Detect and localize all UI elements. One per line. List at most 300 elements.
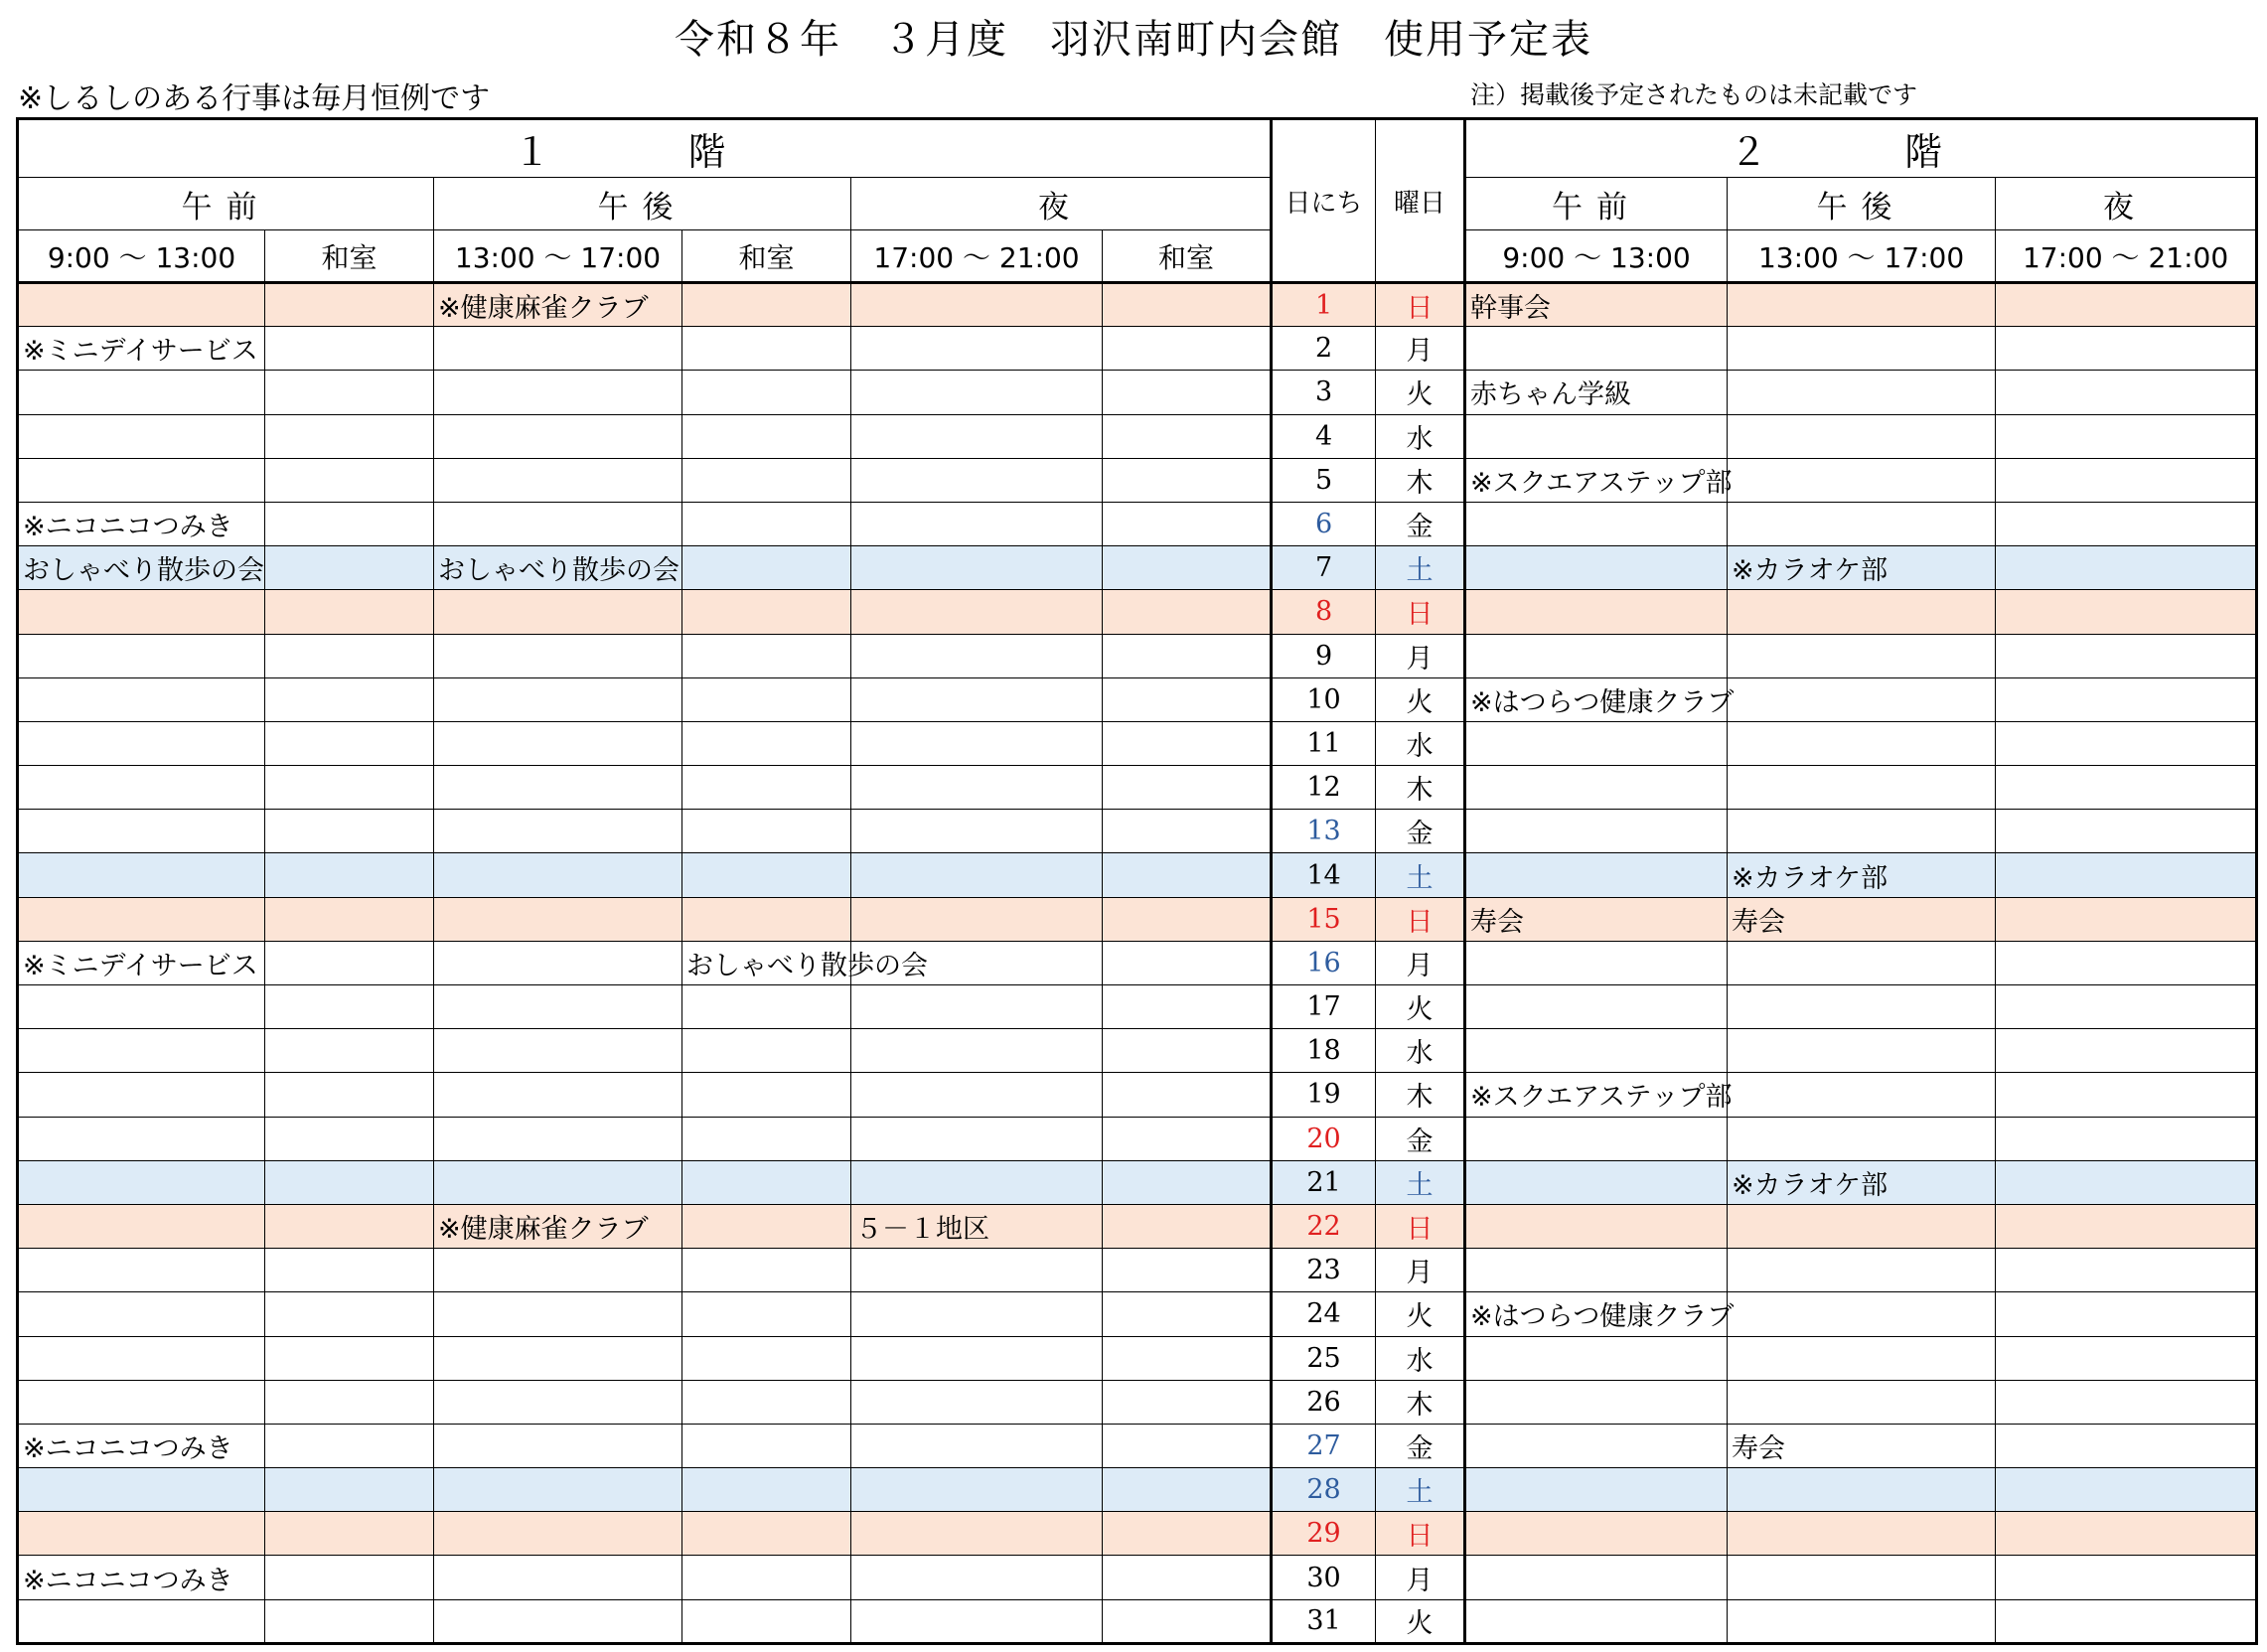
f1-am-washitsu-cell (265, 1380, 434, 1424)
f1-night-washitsu-cell (1103, 634, 1272, 677)
table-row (18, 546, 2257, 590)
f1-am-washitsu-cell (265, 1117, 434, 1160)
weekday: 木 (1376, 766, 1465, 810)
f1-night-washitsu-cell (1103, 371, 1272, 414)
day-number: 21 (1272, 1160, 1376, 1204)
f1-pm-washitsu-cell (682, 634, 851, 677)
f1-pm-cell (434, 985, 682, 1029)
f1-am-cell (18, 1468, 265, 1512)
table-row (18, 1599, 2257, 1643)
f1-pm-washitsu-cell (682, 1380, 851, 1424)
f2-am-cell (1465, 1029, 1728, 1073)
weekday: 月 (1376, 1249, 1465, 1292)
f2-pm-cell: 寿会 (1728, 897, 1996, 941)
day-number: 6 (1272, 502, 1376, 545)
f1-am-cell (18, 897, 265, 941)
f1-pm-cell (434, 766, 682, 810)
f2-am-cell: 赤ちゃん学級 (1465, 371, 1728, 414)
f2-am-cell (1465, 546, 1728, 590)
f2-am-cell (1465, 1204, 1728, 1248)
f2-night-cell (1996, 1292, 2257, 1336)
f2-night-header: 夜 (1996, 178, 2257, 230)
f2-night-cell (1996, 1556, 2257, 1599)
f1-night-washitsu-cell (1103, 1249, 1272, 1292)
f2-night-cell (1996, 1599, 2257, 1643)
f2-am-cell (1465, 941, 1728, 984)
f1-night-washitsu-cell (1103, 1160, 1272, 1204)
f2-pm-cell (1728, 941, 1996, 984)
f2-night-cell (1996, 546, 2257, 590)
f2-pm-cell (1728, 1292, 1996, 1336)
f1-am-washitsu-cell (265, 810, 434, 853)
f1-night-cell (851, 414, 1103, 458)
f2-am-cell (1465, 502, 1728, 545)
f2-am-cell (1465, 1336, 1728, 1380)
f1-night-cell (851, 458, 1103, 502)
f1-pm-cell: おしゃべり散歩の会 (434, 546, 682, 590)
f2-am-cell (1465, 985, 1728, 1029)
f1-night-washitsu-cell (1103, 1468, 1272, 1512)
f2-pm-cell (1728, 810, 1996, 853)
f1-pm-cell (434, 502, 682, 545)
f2-pm-cell (1728, 502, 1996, 545)
f1-night-cell (851, 1073, 1103, 1117)
f1-am-cell (18, 985, 265, 1029)
f1-pm-washitsu-cell (682, 546, 851, 590)
f1-am-cell (18, 766, 265, 810)
f2-night-cell (1996, 1160, 2257, 1204)
f1-night-cell (851, 1468, 1103, 1512)
f2-night-cell (1996, 677, 2257, 721)
table-row (18, 634, 2257, 677)
f1-night-cell (851, 546, 1103, 590)
day-number: 31 (1272, 1599, 1376, 1643)
f1-night-cell (851, 1029, 1103, 1073)
f2-night-cell (1996, 1468, 2257, 1512)
f1-night-washitsu-cell (1103, 1336, 1272, 1380)
f2-am-cell (1465, 1512, 1728, 1556)
f2-pm-cell: ※カラオケ部 (1728, 853, 1996, 897)
f1-night-cell (851, 371, 1103, 414)
table-row (18, 1029, 2257, 1073)
weekday: 水 (1376, 721, 1465, 765)
table-row (18, 327, 2257, 371)
f1-pm-washitsu-cell (682, 766, 851, 810)
table-row (18, 1424, 2257, 1467)
f1-am-washitsu-cell (265, 1073, 434, 1117)
f1-am-washitsu-cell (265, 1292, 434, 1336)
f2-pm-cell (1728, 1468, 1996, 1512)
table-row (18, 1556, 2257, 1599)
f1-pm-washitsu-cell (682, 853, 851, 897)
table-row (18, 941, 2257, 984)
f1-night-cell (851, 985, 1103, 1029)
table-row (18, 721, 2257, 765)
f1-night-washitsu-cell (1103, 1556, 1272, 1599)
f1-pm-washitsu-cell (682, 677, 851, 721)
f1-pm-washitsu-cell (682, 1073, 851, 1117)
f1-night-washitsu-cell (1103, 458, 1272, 502)
weekday: 木 (1376, 1380, 1465, 1424)
f2-am-cell (1465, 634, 1728, 677)
f1-night-washitsu-cell (1103, 1424, 1272, 1467)
weekday: 火 (1376, 1292, 1465, 1336)
f1-night-cell (851, 1117, 1103, 1160)
f1-night-cell (851, 1424, 1103, 1467)
f1-night-washitsu-cell (1103, 941, 1272, 984)
weekday: 土 (1376, 853, 1465, 897)
f1-pm-cell (434, 327, 682, 371)
schedule-table (16, 117, 2258, 1645)
f1-am-cell (18, 1380, 265, 1424)
f1-night-time: 17:00 ～ 21:00 (851, 230, 1103, 283)
f1-pm-cell (434, 1117, 682, 1160)
f2-night-cell (1996, 766, 2257, 810)
f2-night-cell (1996, 634, 2257, 677)
f1-am-cell (18, 1029, 265, 1073)
f1-night-cell: ５－１地区 (851, 1204, 1103, 1248)
f1-am-washitsu-cell (265, 721, 434, 765)
f2-night-cell (1996, 1512, 2257, 1556)
f2-night-cell (1996, 853, 2257, 897)
f1-night-washitsu-cell (1103, 502, 1272, 545)
f1-am-washitsu-cell (265, 1556, 434, 1599)
f1-am-washitsu-cell (265, 1512, 434, 1556)
f1-am-cell (18, 590, 265, 634)
f1-night-washitsu-cell (1103, 677, 1272, 721)
f1-night-cell (851, 766, 1103, 810)
f2-am-cell (1465, 590, 1728, 634)
table-row (18, 897, 2257, 941)
day-number: 9 (1272, 634, 1376, 677)
f1-am-cell (18, 1117, 265, 1160)
f1-pm-cell (434, 677, 682, 721)
recurring-note: ※しるしのある行事は毎月恒例です (18, 81, 491, 116)
f1-pm-cell (434, 897, 682, 941)
f2-pm-cell (1728, 1380, 1996, 1424)
f2-pm-cell (1728, 458, 1996, 502)
f1-pm-washitsu-cell (682, 810, 851, 853)
day-number: 17 (1272, 985, 1376, 1029)
f1-pm-cell (434, 1292, 682, 1336)
weekday: 土 (1376, 546, 1465, 590)
f2-night-cell (1996, 327, 2257, 371)
f1-pm-cell (434, 1424, 682, 1467)
day-number: 2 (1272, 327, 1376, 371)
f1-pm-washitsu-cell (682, 1292, 851, 1336)
f2-pm-cell (1728, 1249, 1996, 1292)
f2-pm-cell (1728, 1117, 1996, 1160)
f1-night-washitsu-cell (1103, 546, 1272, 590)
f1-night-washitsu: 和室 (1103, 230, 1272, 283)
f1-pm-washitsu-cell (682, 458, 851, 502)
f2-pm-cell (1728, 1336, 1996, 1380)
f1-pm-washitsu-cell (682, 1556, 851, 1599)
f1-am-cell: ※ニコニコつみき (18, 502, 265, 545)
f2-pm-time: 13:00 ～ 17:00 (1728, 230, 1996, 283)
f2-pm-cell (1728, 985, 1996, 1029)
f2-am-cell (1465, 1599, 1728, 1643)
f1-night-cell (851, 1556, 1103, 1599)
f2-night-cell (1996, 590, 2257, 634)
day-column-header: 日にち (1272, 119, 1376, 283)
f2-am-cell (1465, 1249, 1728, 1292)
f1-night-washitsu-cell (1103, 1380, 1272, 1424)
f1-pm-washitsu: 和室 (682, 230, 851, 283)
day-number: 16 (1272, 941, 1376, 984)
day-number: 29 (1272, 1512, 1376, 1556)
weekday: 月 (1376, 1556, 1465, 1599)
day-number: 27 (1272, 1424, 1376, 1467)
f2-am-cell (1465, 810, 1728, 853)
weekday: 金 (1376, 502, 1465, 545)
f1-night-washitsu-cell (1103, 766, 1272, 810)
f1-night-washitsu-cell (1103, 853, 1272, 897)
f1-night-cell (851, 502, 1103, 545)
day-number: 10 (1272, 677, 1376, 721)
weekday: 土 (1376, 1160, 1465, 1204)
table-row (18, 766, 2257, 810)
f2-am-cell (1465, 1380, 1728, 1424)
f1-pm-washitsu-cell (682, 1029, 851, 1073)
weekday: 日 (1376, 283, 1465, 327)
f1-pm-washitsu-cell (682, 1512, 851, 1556)
f1-pm-cell (434, 1599, 682, 1643)
table-row (18, 458, 2257, 502)
f1-pm-washitsu-cell (682, 1424, 851, 1467)
f1-night-washitsu-cell (1103, 1029, 1272, 1073)
weekday: 金 (1376, 1117, 1465, 1160)
f1-pm-washitsu-cell (682, 897, 851, 941)
f1-am-washitsu-cell (265, 1029, 434, 1073)
day-number: 8 (1272, 590, 1376, 634)
f1-am-cell (18, 810, 265, 853)
f2-am-cell (1465, 327, 1728, 371)
weekday: 木 (1376, 1073, 1465, 1117)
weekday: 水 (1376, 414, 1465, 458)
f1-am-cell (18, 371, 265, 414)
weekday: 日 (1376, 1512, 1465, 1556)
f1-am-cell: おしゃべり散歩の会 (18, 546, 265, 590)
table-row (18, 1249, 2257, 1292)
f2-pm-cell (1728, 677, 1996, 721)
f2-night-cell (1996, 1117, 2257, 1160)
f1-am-cell (18, 414, 265, 458)
f1-pm-washitsu-cell (682, 283, 851, 327)
f1-pm-washitsu-cell (682, 371, 851, 414)
f2-night-cell (1996, 1073, 2257, 1117)
day-number: 23 (1272, 1249, 1376, 1292)
f1-am-washitsu-cell (265, 1204, 434, 1248)
f2-am-cell (1465, 1556, 1728, 1599)
f2-pm-cell (1728, 371, 1996, 414)
f2-night-cell (1996, 414, 2257, 458)
f1-night-cell (851, 677, 1103, 721)
f1-night-cell (851, 810, 1103, 853)
f1-night-cell (851, 721, 1103, 765)
f1-am-cell (18, 1160, 265, 1204)
weekday: 月 (1376, 634, 1465, 677)
f1-am-cell: ※ニコニコつみき (18, 1424, 265, 1467)
f1-pm-cell (434, 1073, 682, 1117)
f1-pm-washitsu-cell (682, 1336, 851, 1380)
day-number: 12 (1272, 766, 1376, 810)
f1-pm-cell (434, 941, 682, 984)
table-row (18, 1073, 2257, 1117)
f2-night-cell (1996, 371, 2257, 414)
floor2-header: ２ 階 (1465, 119, 2257, 178)
f2-am-cell: ※はつらつ健康クラブ (1465, 1292, 1728, 1336)
day-number: 1 (1272, 283, 1376, 327)
f1-pm-cell (434, 414, 682, 458)
f2-pm-header: 午後 (1728, 178, 1996, 230)
f1-am-cell: ※ミニデイサービス (18, 941, 265, 984)
f2-pm-cell (1728, 1029, 1996, 1073)
f1-pm-washitsu-cell (682, 1249, 851, 1292)
f1-night-cell (851, 1249, 1103, 1292)
day-number: 11 (1272, 721, 1376, 765)
f1-am-cell: ※ニコニコつみき (18, 1556, 265, 1599)
f2-night-cell (1996, 810, 2257, 853)
f1-night-washitsu-cell (1103, 810, 1272, 853)
table-row (18, 502, 2257, 545)
f1-night-washitsu-cell (1103, 1117, 1272, 1160)
weekday: 金 (1376, 1424, 1465, 1467)
weekday: 土 (1376, 1468, 1465, 1512)
f1-night-washitsu-cell (1103, 590, 1272, 634)
f2-night-time: 17:00 ～ 21:00 (1996, 230, 2257, 283)
f2-am-cell: ※スクエアステップ部 (1465, 458, 1728, 502)
weekday: 日 (1376, 590, 1465, 634)
day-number: 19 (1272, 1073, 1376, 1117)
f1-pm-cell: ※健康麻雀クラブ (434, 283, 682, 327)
weekday: 水 (1376, 1029, 1465, 1073)
f2-night-cell (1996, 985, 2257, 1029)
f1-pm-header: 午後 (434, 178, 851, 230)
f2-pm-cell: ※カラオケ部 (1728, 546, 1996, 590)
f1-am-washitsu-cell (265, 677, 434, 721)
f2-night-cell (1996, 458, 2257, 502)
f1-am-cell (18, 458, 265, 502)
f2-pm-cell (1728, 327, 1996, 371)
day-number: 20 (1272, 1117, 1376, 1160)
f2-night-cell (1996, 897, 2257, 941)
f1-am-cell (18, 1512, 265, 1556)
table-row (18, 677, 2257, 721)
f1-pm-washitsu-cell (682, 1468, 851, 1512)
weekday: 月 (1376, 941, 1465, 984)
f2-pm-cell (1728, 1204, 1996, 1248)
f1-night-cell (851, 327, 1103, 371)
f2-pm-cell (1728, 1556, 1996, 1599)
f1-night-cell (851, 1160, 1103, 1204)
f2-am-cell (1465, 1468, 1728, 1512)
f1-am-header: 午前 (18, 178, 434, 230)
weekday: 木 (1376, 458, 1465, 502)
f1-am-washitsu-cell (265, 327, 434, 371)
table-row (18, 1380, 2257, 1424)
table-row (18, 985, 2257, 1029)
day-number: 14 (1272, 853, 1376, 897)
f1-am-washitsu-cell (265, 1336, 434, 1380)
f2-night-cell (1996, 283, 2257, 327)
weekday: 日 (1376, 897, 1465, 941)
f1-night-washitsu-cell (1103, 1073, 1272, 1117)
f1-pm-cell (434, 371, 682, 414)
f2-am-cell (1465, 1160, 1728, 1204)
f1-night-cell (851, 1380, 1103, 1424)
weekday: 日 (1376, 1204, 1465, 1248)
f2-night-cell (1996, 1204, 2257, 1248)
f2-pm-cell: ※カラオケ部 (1728, 1160, 1996, 1204)
f1-night-washitsu-cell (1103, 1512, 1272, 1556)
day-number: 28 (1272, 1468, 1376, 1512)
f2-am-time: 9:00 ～ 13:00 (1465, 230, 1728, 283)
f1-am-washitsu-cell (265, 458, 434, 502)
f1-pm-washitsu-cell (682, 985, 851, 1029)
f1-night-washitsu-cell (1103, 1204, 1272, 1248)
f2-pm-cell (1728, 590, 1996, 634)
weekday: 金 (1376, 810, 1465, 853)
f1-am-cell (18, 721, 265, 765)
day-number: 7 (1272, 546, 1376, 590)
f1-night-cell (851, 1336, 1103, 1380)
f1-night-washitsu-cell (1103, 721, 1272, 765)
f1-pm-cell (434, 1556, 682, 1599)
f1-night-washitsu-cell (1103, 1292, 1272, 1336)
f2-am-cell: ※はつらつ健康クラブ (1465, 677, 1728, 721)
f1-am-cell (18, 1204, 265, 1248)
f1-night-washitsu-cell (1103, 897, 1272, 941)
table-row (18, 1160, 2257, 1204)
f1-night-cell (851, 1599, 1103, 1643)
f2-am-cell (1465, 1424, 1728, 1467)
weekday: 水 (1376, 1336, 1465, 1380)
f1-pm-washitsu-cell (682, 1599, 851, 1643)
f1-night-cell (851, 590, 1103, 634)
f2-night-cell (1996, 1029, 2257, 1073)
f2-night-cell (1996, 1424, 2257, 1467)
day-number: 4 (1272, 414, 1376, 458)
f2-am-cell (1465, 766, 1728, 810)
f1-night-washitsu-cell (1103, 327, 1272, 371)
f1-night-cell (851, 283, 1103, 327)
f1-am-cell (18, 1073, 265, 1117)
f2-pm-cell (1728, 766, 1996, 810)
f1-am-washitsu-cell (265, 502, 434, 545)
floor1-header: １ 階 (18, 119, 1272, 178)
f1-pm-cell (434, 1160, 682, 1204)
f1-am-washitsu-cell (265, 985, 434, 1029)
f1-pm-cell (434, 721, 682, 765)
f1-pm-cell: ※健康麻雀クラブ (434, 1204, 682, 1248)
f2-am-cell (1465, 721, 1728, 765)
f1-pm-washitsu-cell: おしゃべり散歩の会 (682, 941, 851, 984)
f2-night-cell (1996, 502, 2257, 545)
day-number: 13 (1272, 810, 1376, 853)
f1-am-cell (18, 677, 265, 721)
f1-pm-cell (434, 1380, 682, 1424)
f1-am-washitsu-cell (265, 590, 434, 634)
f2-pm-cell: 寿会 (1728, 1424, 1996, 1467)
weekday: 火 (1376, 985, 1465, 1029)
f1-pm-time: 13:00 ～ 17:00 (434, 230, 682, 283)
f1-pm-cell (434, 590, 682, 634)
day-number: 3 (1272, 371, 1376, 414)
f1-night-washitsu-cell (1103, 414, 1272, 458)
f1-am-washitsu-cell (265, 1599, 434, 1643)
f1-pm-cell (434, 810, 682, 853)
